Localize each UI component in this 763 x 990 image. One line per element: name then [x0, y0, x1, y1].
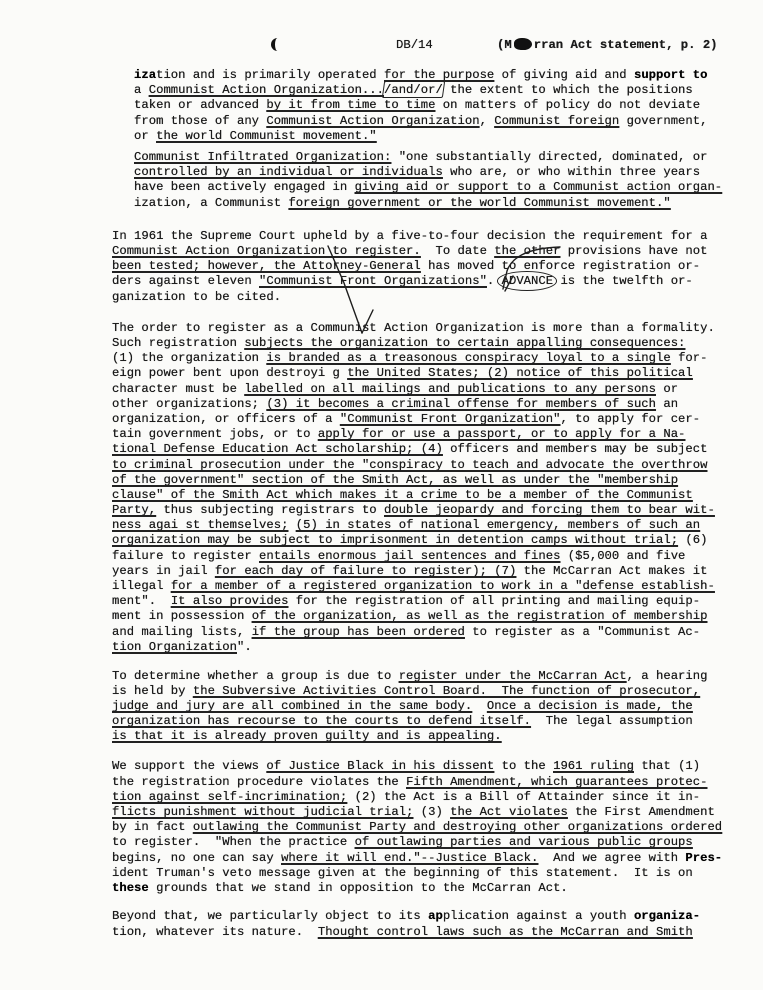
text-segment: to register. "When the practice [112, 835, 355, 850]
overtyped-text: these [112, 880, 149, 895]
underlined-text: Fifth Amendment, which guarantees protec- [406, 774, 708, 789]
overtyped-text: Pres- [685, 850, 723, 865]
text-segment: an [656, 396, 679, 411]
text-segment: for- [670, 351, 708, 366]
text-line [112, 473, 752, 488]
text-segment: failure to register [112, 548, 260, 563]
underlined-text: of the government" section of the Smith Act, as well as under the "membership [112, 472, 679, 487]
underlined-text: for a member of a registered organization to work in a "defense establish- [170, 579, 715, 593]
text-segment: character must be [112, 381, 245, 396]
text-segment: is held by [112, 683, 193, 698]
text-segment: officers and members may be subject [442, 442, 708, 457]
text-segment: provisions have not [560, 244, 708, 259]
text-segment: is the twelfth or- [553, 274, 693, 289]
text-line [112, 442, 752, 457]
page-header [0, 37, 763, 53]
text-line [112, 640, 752, 655]
text-segment: tion and is primarily operated [156, 68, 384, 82]
underlined-text: register under the McCarran Act [398, 668, 627, 683]
text-line [134, 129, 752, 144]
text-line [134, 165, 752, 180]
underlined-text: organization has recourse to the courts to defend itself. [112, 714, 532, 729]
text-line [112, 321, 752, 336]
text-segment: In 1961 the Supreme Court upheld by a five-to-four decision the requirement for a [112, 228, 708, 243]
text-segment: has moved to enforce registration or- [420, 259, 701, 274]
overtyped-text: iza [134, 68, 157, 82]
text-line [112, 366, 752, 381]
text-segment: (1) the organization [112, 351, 267, 366]
paragraph [112, 150, 752, 211]
text-segment: The legal assumption [531, 714, 693, 729]
text-line [112, 805, 752, 820]
text-line [112, 699, 752, 714]
underlined-text: It also provides [170, 594, 289, 609]
text-line [112, 564, 752, 579]
text-segment: have been actively engaged in [134, 180, 355, 195]
text-segment: begins, no one can say [112, 850, 282, 865]
text-line [112, 835, 752, 850]
underlined-text: Once a decision is made, the [486, 698, 693, 713]
text-line [112, 579, 752, 594]
underlined-text: double jeopardy and forcing them to bear wit- [384, 503, 715, 518]
text-segment: the McCarran Act makes it [516, 563, 708, 578]
text-segment: to register as a "Communist Ac- [464, 624, 701, 639]
text-line [112, 729, 752, 744]
text-segment: for the registration of all printing and mailing equip- [288, 594, 701, 609]
underlined-text: the world Communist movement." [156, 128, 377, 143]
text-line [112, 881, 752, 896]
text-line [112, 274, 752, 289]
text-line [112, 518, 752, 533]
underlined-text: ness agai st themselves; [112, 518, 289, 533]
underlined-text: (3) it becomes a criminal offense for members of such [266, 396, 657, 411]
text-line [112, 866, 752, 881]
text-segment: government, [619, 113, 708, 128]
text-line [112, 925, 752, 940]
text-segment: tion, whatever its nature. [112, 924, 318, 939]
underlined-text: Communist foreign [494, 113, 620, 128]
underlined-text: subjects the organization to certain appalling consequences: [244, 336, 686, 350]
text-segment: ($5,000 and five [560, 548, 686, 563]
text-line [112, 549, 752, 564]
underlined-text: (5) in states of national emergency, members of such an [295, 518, 701, 533]
text-segment: taken or advanced [134, 98, 267, 113]
underlined-text: entails enormous jail sentences and fines [259, 548, 561, 563]
text-line [134, 114, 752, 129]
paragraph [112, 759, 752, 896]
text-segment: To determine whether a group is due to [112, 668, 399, 683]
text-segment: ization, a Communist [134, 195, 289, 210]
underlined-text: clause" of the Smith Act which makes it a crime to be a member of the Communist [112, 487, 693, 502]
underlined-text: judge and jury are all combined in the same body. [112, 698, 473, 713]
underlined-text: organization may be subject to imprisonment in detention camps without trial; [112, 533, 679, 548]
underlined-text: "Communist Front Organization" [339, 411, 561, 426]
underlined-text: by it from time to time [266, 98, 436, 113]
text-segment: We support the views [112, 759, 267, 774]
boxed-text: /and/or/ [384, 83, 443, 98]
underlined-text: 1961 ruling [553, 759, 634, 774]
text-line [134, 83, 752, 98]
text-segment: illegal [112, 579, 171, 593]
text-line [112, 851, 752, 866]
underlined-text: labelled on all mailings and publications to any persons [244, 381, 656, 396]
text-segment: "one substantially directed, dominated, or [391, 149, 708, 164]
text-segment: To date [420, 244, 495, 259]
text-segment: And we agree with [538, 850, 686, 865]
text-line [112, 684, 752, 699]
running-title-end: rran Act statement, p. 2) [533, 38, 718, 52]
text-segment [472, 699, 487, 713]
text-segment: ". [236, 639, 252, 654]
text-line [112, 382, 752, 397]
underlined-text: is that it is already proven guilty and is appealing. [112, 729, 502, 744]
underlined-text: the Subversive Activities Control Board. The function of prosecutor, [192, 683, 701, 698]
underlined-text: the United States; (2) notice of this political [347, 366, 693, 381]
text-line [112, 351, 752, 366]
underlined-text: flicts punishment without judicial trial; [112, 805, 414, 820]
underlined-text: Thought control laws such as the McCarran and Smith [317, 924, 693, 939]
underlined-text: controlled by an individual or individuals [134, 165, 443, 180]
text-segment: ganization to be cited. [112, 289, 282, 304]
text-segment: (6) [678, 533, 708, 548]
text-segment [288, 518, 295, 532]
underlined-text: giving aid or support to a Communist action organ- [354, 180, 723, 195]
underlined-text: Communist Infiltrated Organization: [134, 149, 392, 164]
underlined-text: Communist Action Organization to register. [112, 244, 421, 259]
text-segment: and mailing lists, [112, 624, 252, 639]
text-segment: ment in possession [112, 609, 252, 624]
text-segment: , to apply for cer- [560, 411, 701, 426]
underlined-text: outlawing the Communist Party and destroying other organizations ordered [192, 820, 723, 835]
text-segment: thus subjecting registrars to [156, 503, 384, 518]
underlined-text: is branded as a treasonous conspiracy loyal to a single [266, 351, 671, 366]
ink-mark [271, 38, 284, 51]
text-line [112, 412, 752, 427]
text-segment: plication against a youth [442, 909, 634, 924]
text-segment: , [479, 113, 495, 128]
underlined-text: the other [494, 244, 561, 259]
text-line [112, 775, 752, 790]
text-line [112, 336, 752, 351]
underlined-text: been tested; however, the Attorney-General [112, 259, 421, 274]
text-line [112, 820, 752, 835]
document-code: DB/14 [396, 38, 433, 52]
text-line [112, 909, 752, 924]
text-segment: from those of any [134, 113, 267, 128]
text-segment: on matters of policy do not deviate [435, 98, 701, 113]
text-segment: ders against eleven [112, 274, 260, 289]
running-title [497, 37, 718, 53]
underlined-text: for the purpose [384, 68, 495, 82]
text-line [112, 488, 752, 503]
text-line [134, 180, 752, 195]
underlined-text: apply for or use a passport, or to apply for a Na- [317, 427, 686, 442]
text-segment: to the [494, 759, 554, 774]
text-segment: (2) the Act is a Bill of Attainder since it in- [347, 789, 701, 804]
underlined-text: if the group has been ordered [251, 624, 465, 639]
text-line [112, 533, 752, 548]
text-segment: grounds that we stand in opposition to the McCarran Act. [148, 880, 568, 895]
running-title-start: (M [497, 38, 512, 52]
underlined-text: the Act violates [450, 805, 568, 820]
text-segment: ment". [112, 594, 171, 609]
text-line [134, 98, 752, 113]
text-line [134, 196, 752, 211]
text-segment: ident Truman's veto message given at the beginning of this statement. It is on [112, 865, 693, 880]
paragraph [112, 909, 752, 939]
text-segment: or [134, 128, 157, 143]
ink-blot [514, 38, 532, 50]
text-line [112, 714, 752, 729]
text-segment: who are, or who within three years [442, 165, 701, 180]
text-line [112, 609, 752, 624]
underlined-text: Communist Action Organization [266, 113, 480, 128]
text-segment: the extent to which the positions [442, 83, 693, 98]
underlined-text: "Communist Front Organizations" [259, 274, 487, 289]
circled-text: ADVANCE [501, 274, 554, 289]
text-line [112, 790, 752, 805]
text-line [112, 625, 752, 640]
text-line [112, 594, 752, 609]
document-body [112, 68, 752, 940]
text-segment: tain government jobs, or to [112, 427, 318, 442]
paragraph [112, 669, 752, 745]
underlined-text: Communist Action Organization... [148, 83, 384, 98]
text-line [112, 759, 752, 774]
text-segment: of giving aid and [494, 68, 634, 82]
paragraph [112, 68, 752, 144]
paragraph [112, 321, 752, 655]
text-segment: organization, or officers of a [112, 411, 340, 426]
text-line [112, 244, 752, 259]
underlined-text: Party, [112, 503, 157, 518]
text-segment: or [656, 381, 679, 396]
text-line [112, 503, 752, 518]
underlined-text: where it will end."--Justice Black. [281, 850, 539, 865]
text-segment: Beyond that, we particularly object to its [112, 909, 429, 924]
text-line [112, 290, 752, 305]
paragraph [112, 229, 752, 305]
text-segment: The order to register as a Communist Action Organization is more than a formality. [112, 320, 715, 335]
overtyped-text: ap [428, 909, 443, 924]
overtyped-text: organiza- [633, 909, 701, 924]
overtyped-text: support to [633, 68, 708, 82]
text-segment: , a hearing [626, 668, 708, 683]
text-segment: by in fact [112, 820, 193, 835]
underlined-text: to criminal prosecution under the "conspiracy to teach and advocate the overthrow [112, 457, 708, 472]
underlined-text: foreign government or the world Communist movement." [288, 195, 671, 210]
underlined-text: tion Organization [112, 639, 237, 654]
text-segment: (3) [413, 805, 451, 820]
text-line [112, 669, 752, 684]
underlined-text: tion against self-incrimination; [112, 789, 348, 804]
underlined-text: of the organization, as well as the registration of membership [251, 609, 708, 624]
text-segment: other organizations; [112, 396, 267, 411]
text-segment: that (1) [633, 759, 701, 774]
text-segment: years in jail [112, 563, 215, 578]
text-line [112, 458, 752, 473]
underlined-text: of Justice Black in his dissent [266, 759, 495, 774]
text-segment: Such registration [112, 336, 245, 350]
text-line [134, 150, 752, 165]
text-segment: the registration procedure violates the [112, 774, 407, 789]
text-segment: the First Amendment [567, 805, 715, 820]
text-line [112, 427, 752, 442]
text-segment: . [486, 274, 502, 289]
text-segment: eign power bent upon destroyi g [112, 366, 348, 381]
underlined-text: tional Defense Education Act scholarship; (4) [112, 442, 443, 457]
text-line [112, 259, 752, 274]
text-segment: a [134, 83, 149, 98]
text-line [112, 397, 752, 412]
underlined-text: for each day of failure to register); (7) [214, 563, 517, 578]
text-line [112, 229, 752, 244]
underlined-text: of outlawing parties and various public groups [354, 835, 693, 850]
